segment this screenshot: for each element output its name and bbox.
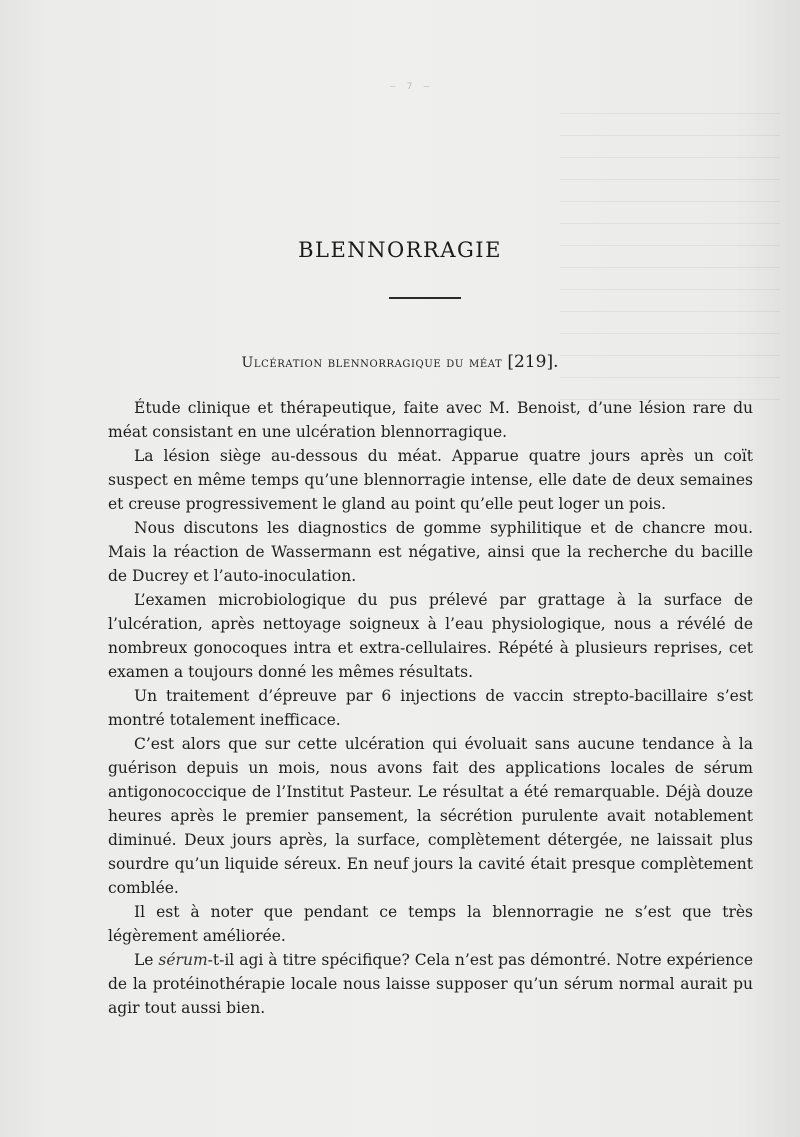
paragraph: La lésion siège au-dessous du méat. Apparue quatre jours après un coït suspect en même temps qu’une blennorragie intense, elle date de deux semaines et creuse progressivement le gland au point qu’elle peut loger un pois.	[108, 447, 753, 513]
page-folio: — 7 —	[390, 82, 433, 92]
paragraph: Nous discutons les diagnostics de gomme syphilitique et de chancre mou. Mais la réaction de Wassermann est négative, ainsi que la recherche du bacille de Ducrey et l’auto-inoculation.	[108, 519, 753, 585]
section-heading	[0, 352, 800, 372]
handwritten-correction: sérum	[158, 951, 208, 969]
paragraph: Un traitement d’épreuve par 6 injections de vaccin strepto-bacillaire s’est montré totalement inefficace.	[108, 687, 753, 729]
paragraph: C’est alors que sur cette ulcération qui évoluait sans aucune tendance à la guérison depuis un mois, nous avons fait des applications locales de sérum antigonococcique de l’Institut Pasteur. Le résultat a été remarquable. Déjà douze heures après le premier pansement, la sécrétion purulente avait notablement diminué. Deux jours après, la surface, complètement détergée, ne laissait plus sourdre qu’un liquide séreux. En neuf jours la cavité était presque complètement comblée.	[108, 735, 753, 897]
paragraph: Étude clinique et thérapeutique, faite avec M. Benoist, d’une lésion rare du méat consistant en une ulcération blennorragique.	[108, 399, 753, 441]
section-reference: [219].	[507, 352, 559, 372]
last-paragraph	[108, 948, 753, 1020]
section-heading-text: Ulcération blennorragique du méat	[241, 355, 503, 371]
paragraph: Il est à noter que pendant ce temps la blennorragie ne s’est que très légèrement améliorée.	[108, 903, 753, 945]
last-paragraph-rest: -t-il agi à titre spécifique? Cela n’est pas démontré. Notre expérience de la protéinothérapie locale nous laisse supposer qu’un sérum normal aurait pu agir tout aussi bien.	[108, 951, 753, 1017]
last-paragraph-prefix: Le	[134, 951, 159, 969]
paragraph: L’examen microbiologique du pus prélevé par grattage à la surface de l’ulcération, après nettoyage soigneux à l’eau physiologique, nous a révélé de nombreux gonocoques intra et extra-cellulaires. Répété à plusieurs reprises, cet examen a toujours donné les mêmes résultats.	[108, 591, 753, 681]
chapter-title: BLENNORRAGIE	[298, 238, 502, 262]
title-rule	[389, 297, 461, 299]
body-text	[108, 396, 753, 1020]
